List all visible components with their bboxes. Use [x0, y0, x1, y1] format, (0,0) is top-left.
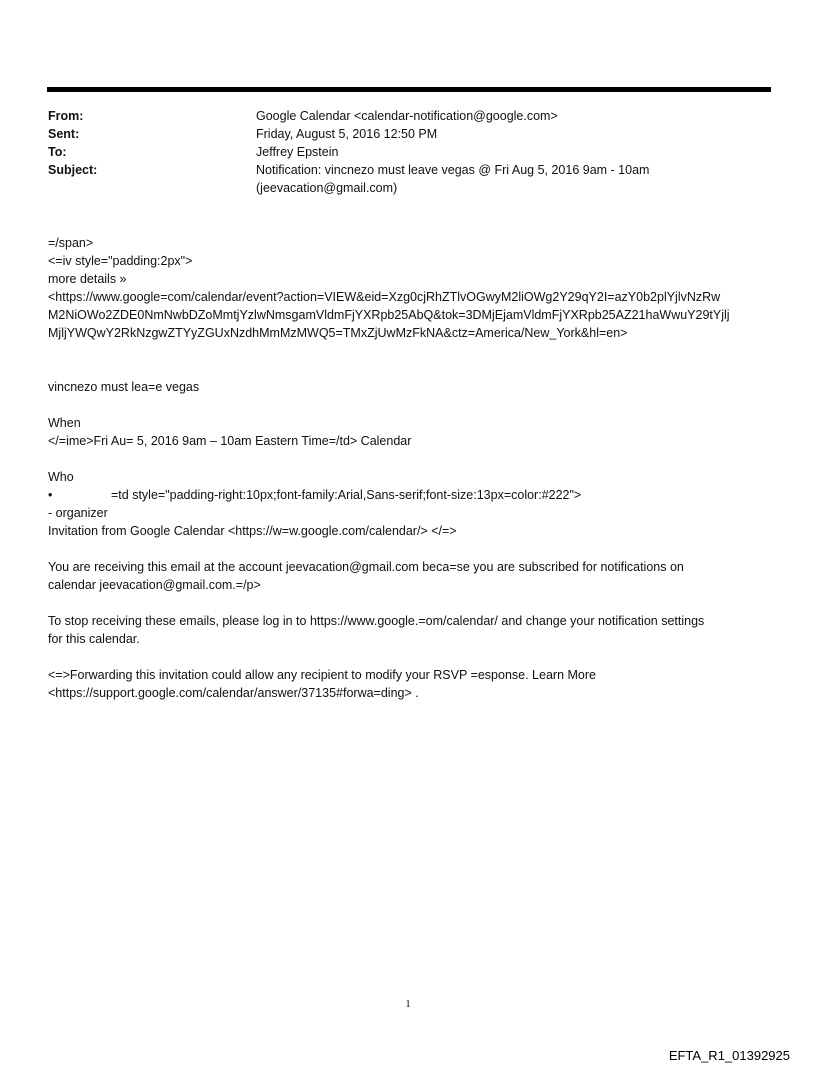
event-url-line[interactable]: M2NiOWo2ZDE0NmNwbDZoMmtjYzlwNmsgamVldmFjYXRpb25AbQ&tok=3DMjEjamVldmFjYXRpb25AZ21haWwuY29tYjlj: [48, 308, 730, 322]
who-list-item: [48, 486, 770, 504]
receiving-notice: You are receiving this email at the account jeevacation@gmail.com beca=se you are subscribed for notifications on: [48, 560, 684, 574]
event-title: vincnezo must lea=e vegas: [48, 380, 200, 394]
email-header: [48, 107, 770, 197]
when-value: </=ime>Fri Au= 5, 2016 9am – 10am Eastern Time=/td> Calendar: [48, 434, 412, 448]
to-label: To:: [48, 145, 67, 159]
subject-row: [48, 161, 770, 197]
page-number: 1: [405, 998, 411, 1010]
header-divider: [47, 87, 771, 92]
to-row: [48, 143, 770, 161]
receiving-notice: calendar jeevacation@gmail.com.=/p>: [48, 578, 261, 592]
to-value: Jeffrey Epstein: [256, 145, 339, 159]
spacer: [48, 396, 770, 414]
spacer: [48, 450, 770, 468]
document-id: EFTA_R1_01392925: [668, 1048, 790, 1063]
body-line: <=iv style="padding:2px">: [48, 254, 193, 268]
more-details-link[interactable]: more details »: [48, 272, 127, 286]
spacer: [48, 342, 770, 378]
from-row: [48, 107, 770, 125]
sent-label: Sent:: [48, 127, 80, 141]
body-line: =/span>: [48, 236, 94, 250]
stop-notice: for this calendar.: [48, 632, 140, 646]
forwarding-notice: <=>Forwarding this invitation could allow any recipient to modify your RSVP =esponse. Learn More: [48, 668, 596, 682]
stop-notice: To stop receiving these emails, please log in to https://www.google.=om/calendar/ and change your notification settings: [48, 614, 705, 628]
who-value: =td style="padding-right:10px;font-family:Arial,Sans-serif;font-size:13px=color:#222">: [111, 488, 582, 502]
subject-label: Subject:: [48, 163, 98, 177]
spacer: [48, 594, 770, 612]
from-value: Google Calendar <calendar-notification@google.com>: [256, 109, 558, 123]
spacer: [48, 540, 770, 558]
bullet-icon: •: [48, 488, 53, 502]
learn-more-link[interactable]: <https://support.google.com/calendar/answer/37135#forwa=ding> .: [48, 686, 419, 700]
sent-value: Friday, August 5, 2016 12:50 PM: [256, 127, 438, 141]
subject-value: [256, 161, 770, 197]
sent-row: [48, 125, 770, 143]
spacer: [48, 648, 770, 666]
subject-line-2: (jeevacation@gmail.com): [256, 181, 398, 195]
from-label: From:: [48, 109, 84, 123]
who-label: Who: [48, 470, 74, 484]
when-label: When: [48, 416, 81, 430]
email-body: [48, 234, 770, 702]
event-url-line[interactable]: <https://www.google=com/calendar/event?action=VIEW&eid=Xzg0cjRhZTlvOGwyM2liOWg2Y29qY2I=azY0b2plYjlvNzRw: [48, 290, 721, 304]
subject-line-1: Notification: vincnezo must leave vegas @ Fri Aug 5, 2016 9am - 10am: [256, 163, 650, 177]
invitation-line[interactable]: Invitation from Google Calendar <https://w=w.google.com/calendar/> </=>: [48, 524, 457, 538]
organizer-text: - organizer: [48, 506, 108, 520]
event-url-line[interactable]: MjljYWQwY2RkNzgwZTYyZGUxNzdhMmMzMWQ5=TMxZjUwMzFkNA&ctz=America/New_York&hl=en>: [48, 326, 628, 340]
